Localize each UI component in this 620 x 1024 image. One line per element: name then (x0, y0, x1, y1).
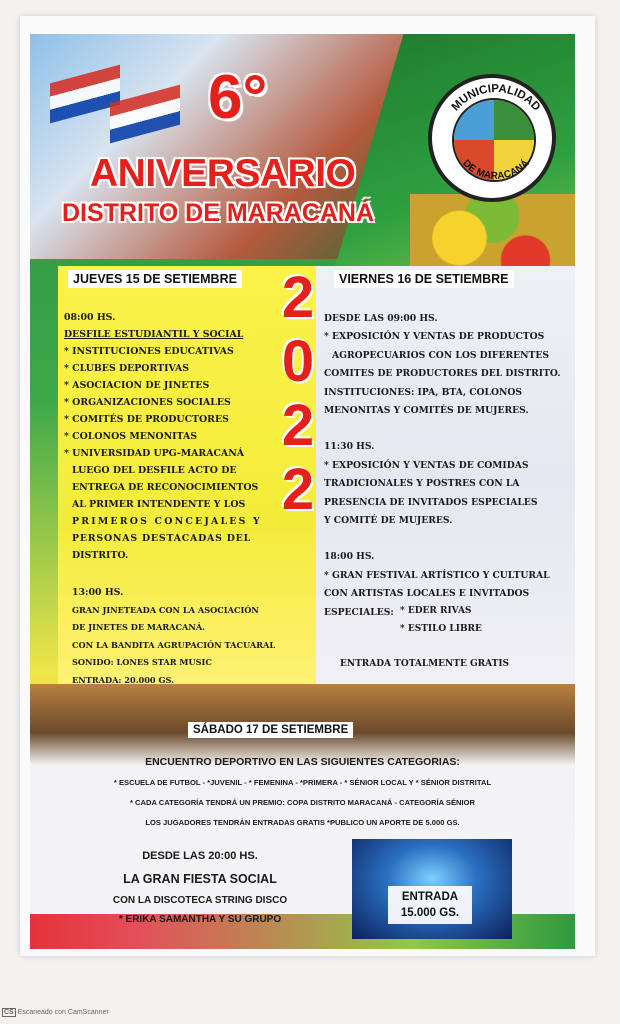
viernes-line: PRESENCIA DE INVITADOS ESPECIALES (324, 496, 538, 508)
seal-bottom-text: DE MARACANÁ (460, 157, 532, 182)
viernes-line: TRADICIONALES Y POSTRES CON LA (324, 478, 520, 490)
viernes-line: CON ARTISTAS LOCALES E INVITADOS (324, 588, 530, 600)
sabado-discoteca: CON LA DISCOTECA STRING DISCO (112, 895, 288, 906)
jueves-afternoon (72, 584, 275, 689)
event-poster (30, 34, 575, 949)
municipality-seal (428, 74, 556, 202)
year-digit: 0 (281, 329, 315, 394)
sabado-fiesta: LA GRAN FIESTA SOCIAL (123, 872, 277, 886)
viernes-line: DESDE LAS 09:00 HS. (324, 313, 438, 324)
sabado-jugadores: LOS JUGADORES TENDRÁN ENTRADAS GRATIS *PUBLICO UN APORTE DE 5.000 GS. (145, 818, 460, 827)
artist-line: * ESTILO LIBRE (400, 624, 482, 634)
title-aniversario: ANIVERSARIO (90, 152, 356, 195)
sabado-entrada-box (388, 886, 472, 924)
sabado-premio: * CADA CATEGORÍA TENDRÁ UN PREMIO: COPA DISTRITO MARACANÁ - CATEGORÍA SÉNIOR (129, 798, 476, 807)
jueves-afternoon-line: SONIDO: LONES STAR MUSIC (72, 657, 212, 667)
jueves-line: * INSTITUCIONES EDUCATIVAS (64, 346, 234, 357)
seal-lettering (432, 78, 560, 206)
jueves-line: AL PRIMER INTENDENTE Y LOS (72, 499, 246, 510)
jueves-line: * ASOCIACION DE JINETES (64, 380, 210, 391)
title-distrito: DISTRITO DE MARACANÁ (62, 199, 375, 227)
jueves-afternoon-line: DE JINETES DE MARACANÁ. (72, 622, 206, 632)
camscanner-text: Escaneado con CamScanner (17, 1009, 109, 1016)
viernes-line: 11:30 HS. (324, 441, 375, 453)
jueves-afternoon-line: 13:00 HS. (72, 587, 124, 598)
year-digit: 2 (281, 393, 315, 458)
sabado-erika: * ERIKA SAMANTHA Y SU GRUPO (118, 914, 282, 925)
jueves-line: * COLONOS MENONITAS (64, 431, 198, 442)
jueves-line: LUEGO DEL DESFILE ACTO DE (72, 465, 237, 476)
viernes-line: INSTITUCIONES: IPA, BTA, COLONOS (324, 386, 523, 398)
viernes-heading: VIERNES 16 DE SETIEMBRE (334, 270, 514, 288)
jueves-afternoon-line: GRAN JINETEADA CON LA ASOCIACIÓN (72, 604, 259, 615)
viernes-line (324, 530, 561, 548)
jueves-afternoon-line: ENTRADA: 20.000 GS. (72, 674, 174, 685)
viernes-line (324, 420, 561, 438)
jueves-line: PRIMEROS CONCEJALES Y (72, 516, 262, 527)
viernes-line: * EXPOSICIÓN Y VENTAS DE COMIDAS (324, 459, 529, 471)
jueves-line: 08:00 HS. (64, 312, 116, 323)
viernes-line: MENONITAS Y COMITÉS DE MUJERES. (324, 405, 529, 417)
jueves-line: * ORGANIZACIONES SOCIALES (64, 397, 231, 408)
jueves-line: DISTRITO. (72, 550, 129, 561)
viernes-artists (400, 602, 482, 638)
jueves-line: DESFILE ESTUDIANTIL Y SOCIAL (64, 329, 244, 340)
jueves-line: * UNIVERSIDAD UPG-MARACANÁ (64, 448, 245, 459)
sabado-encuentro: ENCUENTRO DEPORTIVO EN LAS SIGUIENTES CATEGORIAS: (145, 756, 460, 768)
viernes-program (324, 310, 561, 622)
viernes-line: COMITES DE PRODUCTORES DEL DISTRITO. (324, 368, 561, 380)
seal-top-text: MUNICIPALIDAD (449, 82, 543, 114)
entrada-label: ENTRADA (401, 891, 459, 903)
year-digit: 2 (281, 265, 315, 330)
artist-line: * EDER RIVAS (400, 606, 472, 616)
entrada-price: 15.000 GS. (400, 907, 460, 919)
viernes-line: 18:00 HS. (324, 551, 375, 563)
jueves-program (64, 309, 262, 564)
svg-text:MUNICIPALIDAD (450, 83, 543, 113)
year-digit: 2 (281, 457, 315, 522)
svg-text:DE MARACANÁ (460, 157, 531, 183)
jueves-line: PERSONAS DESTACADAS DEL (72, 533, 252, 544)
viernes-entrada: ENTRADA TOTALMENTE GRATIS (340, 659, 510, 669)
viernes-line: ESPECIALES: (324, 606, 394, 618)
viernes-line: AGROPECUARIOS CON LOS DIFERENTES (332, 349, 549, 361)
camscanner-logo: CS (4, 1009, 14, 1016)
jueves-line: * CLUBES DEPORTIVAS (64, 363, 190, 374)
jueves-line: * COMITÉS DE PRODUCTORES (64, 414, 229, 425)
viernes-line: * EXPOSICIÓN Y VENTAS DE PRODUCTOS (324, 331, 545, 343)
camscanner-watermark (2, 1008, 109, 1017)
sabado-desde: DESDE LAS 20:00 HS. (142, 850, 258, 862)
jueves-afternoon-line: CON LA BANDITA AGRUPACIÓN TACUARAL (72, 639, 276, 650)
year-2022 (278, 266, 318, 522)
viernes-line: Y COMITÉ DE MUJERES. (324, 515, 453, 527)
sabado-categorias: * ESCUELA DE FUTBOL - *JUVENIL - * FEMENINA - *PRIMERA - * SÉNIOR LOCAL Y * SÉNIOR DISTRITAL (113, 778, 492, 787)
jueves-line: ENTREGA DE RECONOCIMIENTOS (72, 482, 259, 493)
viernes-line: * GRAN FESTIVAL ARTÍSTICO Y CULTURAL (324, 569, 550, 581)
anniversary-number: 6° (208, 63, 268, 132)
jueves-heading: JUEVES 15 DE SETIEMBRE (68, 270, 242, 288)
sabado-heading: SÁBADO 17 DE SETIEMBRE (188, 722, 353, 738)
